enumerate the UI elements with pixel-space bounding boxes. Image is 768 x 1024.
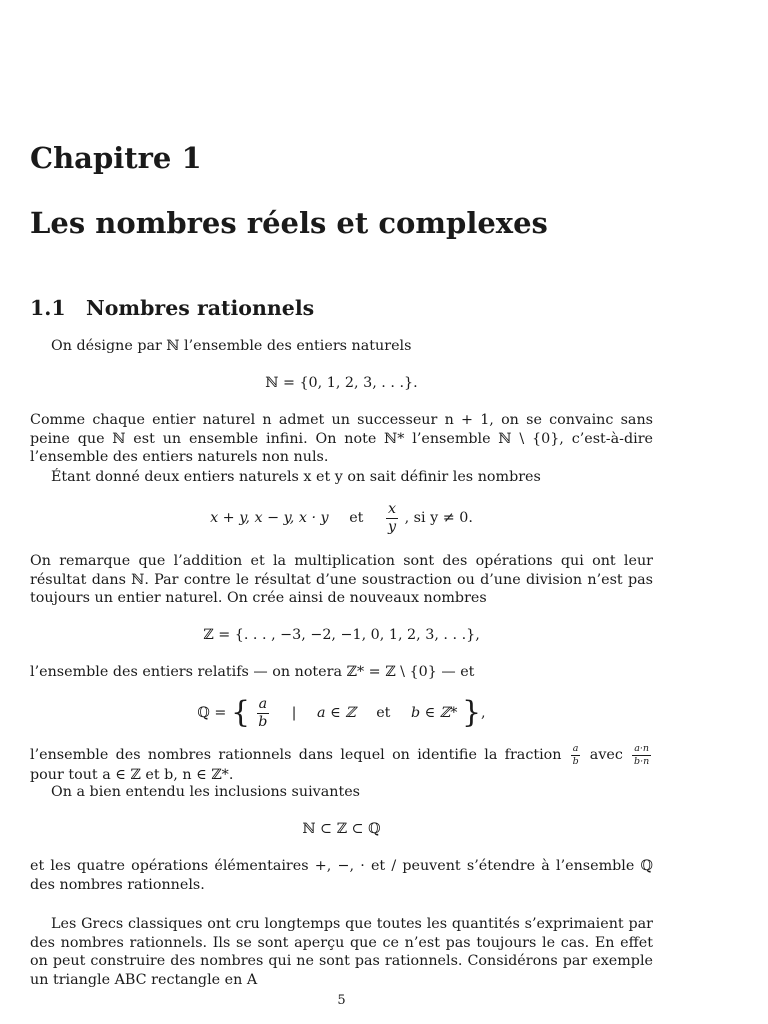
- eq-rationals-cond1: a ∈ ℤ: [317, 705, 356, 721]
- equation-inclusions: ℕ ⊂ ℤ ⊂ ℚ: [302, 821, 381, 837]
- paragraph-7: On a bien entendu les inclusions suivantes: [51, 784, 361, 800]
- eq-rationals-cond2: b ∈ ℤ*: [410, 705, 458, 721]
- fraction-numerator: x: [387, 501, 397, 518]
- fraction-numerator: a: [572, 743, 579, 754]
- equation-naturals: ℕ = {0, 1, 2, 3, . . .}.: [265, 375, 418, 391]
- equation-rationals: [30, 693, 653, 733]
- eq-operations-right: , si y ≠ 0.: [404, 510, 473, 526]
- section-title: Nombres rationnels: [86, 296, 315, 320]
- paragraph-8: et les quatre opérations élémentaires +, −, · et / peuvent s’étendre à l’ensemble ℚ des nombres rationnels.: [30, 858, 653, 893]
- eq-rationals-lhs: ℚ =: [197, 705, 227, 721]
- eq-operations-conj: et: [349, 510, 364, 526]
- paragraph-3: Étant donné deux entiers naturels x et y on sait définir les nombres: [51, 469, 541, 485]
- eq-rationals-fraction: [257, 697, 270, 729]
- fraction-denominator: b: [258, 713, 268, 730]
- section-heading: [30, 295, 314, 321]
- fraction-numerator: a: [258, 696, 268, 713]
- paragraph-2: Comme chaque entier naturel n admet un successeur n + 1, on se convainc sans peine que ℕ est un ensemble infini. On note ℕ* l’ensemble ℕ \ {0}, c’est-à-dire l’ensemble des entiers naturels non nuls.: [30, 412, 653, 465]
- chapter-title: Les nombres réels et complexes: [30, 206, 548, 240]
- section-number: 1.1: [30, 296, 66, 320]
- paragraph-4: On remarque que l’addition et la multiplication sont des opérations qui ont leur résultat dans ℕ. Par contre le résultat d’une soustraction ou d’une division n’est pas toujours un entier naturel. On crée ainsi de nouveaux nombres: [30, 553, 653, 606]
- fraction-denominator: b: [572, 755, 579, 767]
- eq-rationals-bar: |: [291, 705, 297, 721]
- right-brace: }: [461, 695, 482, 730]
- paragraph-1: On désigne par ℕ l’ensemble des entiers naturels: [51, 338, 412, 354]
- fraction-denominator: b·n: [633, 755, 650, 767]
- paragraph-9: Les Grecs classiques ont cru longtemps que toutes les quantités s’exprimaient par des nombres rationnels. Ils se sont aperçu que ce n’est pas toujours le cas. En effet on peut construire des nombres qui ne sont pas rationnels. Considérons par exemple un triangle ABC rectangle en A: [30, 916, 653, 988]
- equation-operations: [30, 500, 653, 536]
- paragraph-6: [30, 744, 653, 785]
- fraction-denominator: y: [387, 518, 397, 535]
- inline-fraction-an-bn: [632, 744, 651, 766]
- eq-operations-fraction: [386, 502, 398, 534]
- p6-mid: avec: [589, 747, 623, 763]
- inline-fraction-a-b: [571, 744, 581, 766]
- equation-integers: ℤ = {. . . , −3, −2, −1, 0, 1, 2, 3, . . .},: [203, 627, 480, 643]
- fraction-numerator: a·n: [634, 743, 650, 754]
- page-number: 5: [337, 993, 346, 1008]
- eq-operations-left: x + y, x − y, x · y: [210, 510, 329, 526]
- paragraph-5: l’ensemble des entiers relatifs — on notera ℤ* = ℤ \ {0} — et: [30, 664, 475, 680]
- eq-rationals-tail: ,: [481, 705, 486, 721]
- left-brace: {: [230, 695, 251, 730]
- chapter-label: Chapitre 1: [30, 141, 202, 175]
- p6-after: pour tout a ∈ ℤ et b, n ∈ ℤ*.: [30, 767, 234, 783]
- p6-before: l’ensemble des nombres rationnels dans lequel on identifie la fraction: [30, 747, 562, 763]
- eq-rationals-conj: et: [376, 705, 391, 721]
